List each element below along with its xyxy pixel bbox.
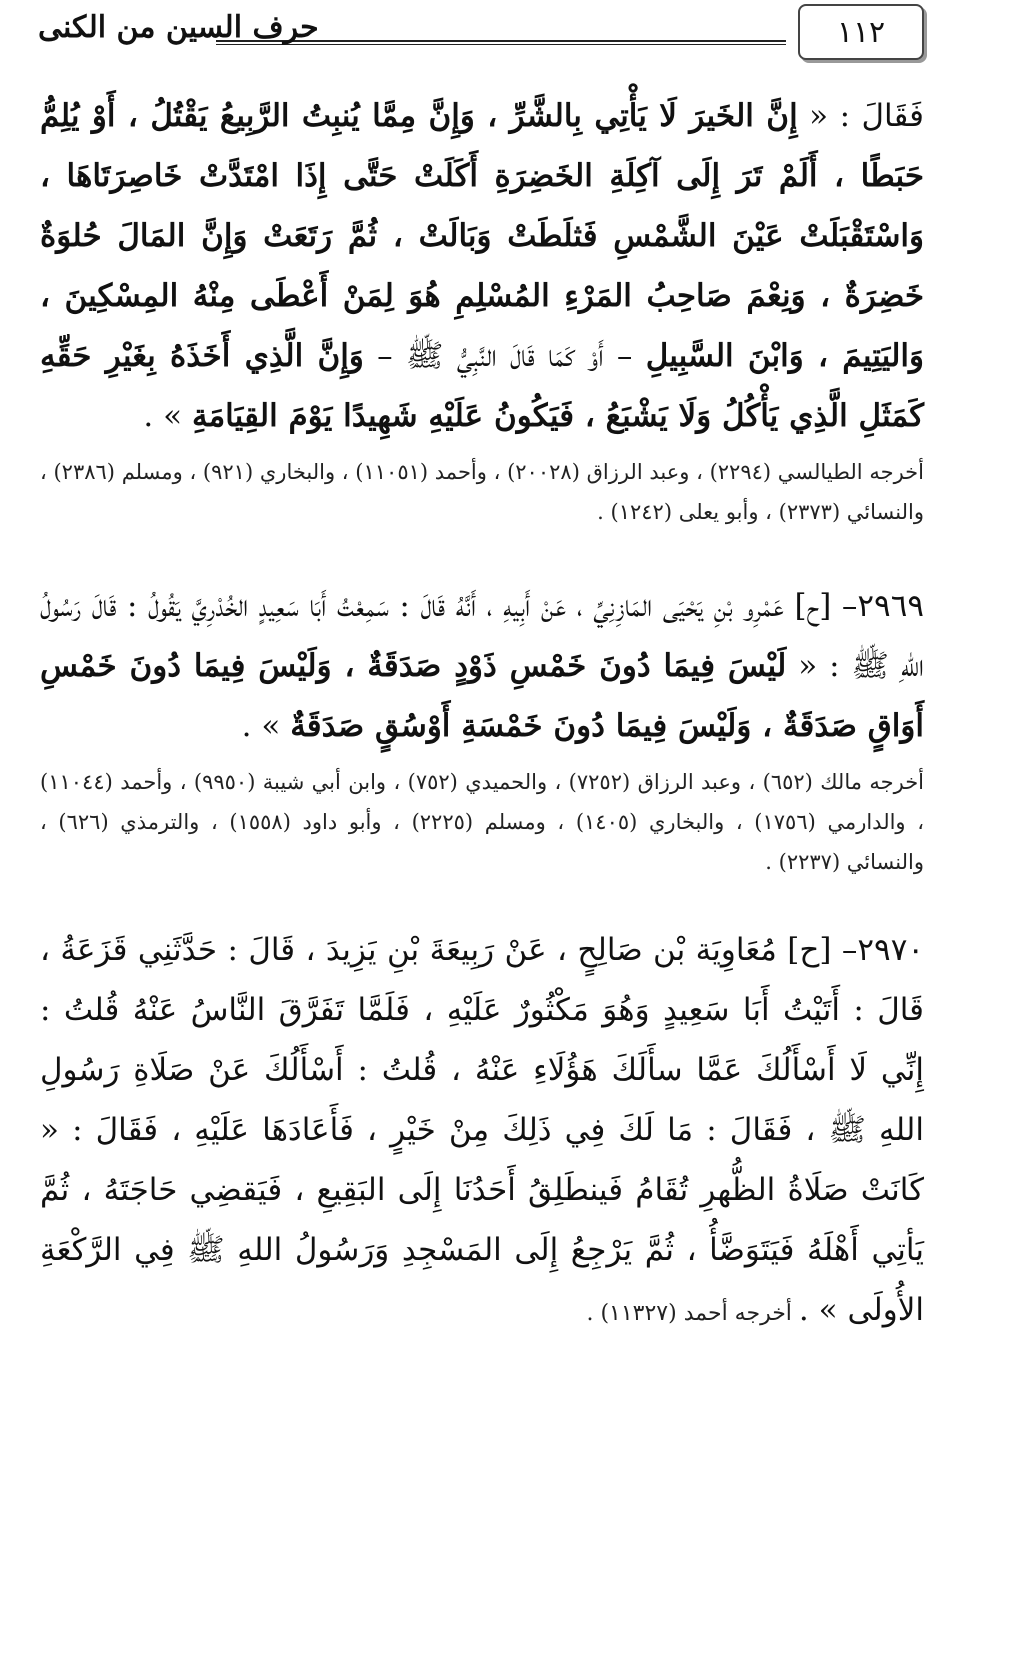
paragraph-end: » . [241,708,291,744]
hadith-text-continued: وَإِنَّ الَّذِي أَخَذَهُ بِغَيْرِ حَقِّهِ كَمَثَلِ الَّذِي يَأْكُلُ وَلَا يَشْبَعُ ، فَيَكُونُ عَلَيْهِ شَهِيدًا يَوْمَ القِيَامَةِ [40,338,924,434]
block-spacer [40,532,924,576]
paragraph-text: ٢٩٧٠– [ح] مُعَاوِيَة بْن صَالِحٍ ، عَنْ رَبِيعَةَ بْنِ يَزِيدَ ، قَالَ : حَدَّثَنِي قَزَعَةُ ، قَالَ : أَتَيْتُ أَبَا سَعِيدٍ وَهُوَ مَكْثُورٌ عَلَيْهِ ، فَلَمَّا تَفَرَّقَ النَّاسُ عَنْهُ قُلتُ : إِنِّي لَا أَسْأَلُكَ عَمَّا سأَلَكَ هَؤُلَاءِ عَنْهُ ، قُلتُ : أَسْأَلُكَ عَنْ صَلَاةِ رَسُولِ اللهِ ﷺ ، فَقَالَ : مَا لَكَ فِي ذَلِكَ مِنْ خَيْرٍ ، فَأَعَادَهَا عَلَيْهِ ، فَقَالَ : « كَانَتْ صَلَاةُ الظُّهرِ تُقَامُ فَينطَلِقُ أَحَدُنَا إِلَى البَقِيعِ ، فَيَقضِي حَاجَتَهُ ، ثُمَّ يَأتِي أَهْلَهُ فَيَتَوَضَّأُ ، ثُمَّ يَرْجِعُ إِلَى المَسْجِدِ وَرَسُولُ اللهِ ﷺ فِي الرَّكْعَةِ الأُولَى » . [40,932,924,1328]
takhrij-note-2970: أخرجه أحمد (١١٣٢٧) . [586,1301,799,1326]
hadith-paragraph-2970 [40,920,924,1340]
page-header [0,0,1010,62]
page-content [40,86,924,1340]
paragraph-intro: ٢٩٦٩– [ح] عَمْرِو بْنِ يَحْيَى المَازِنِيِّ ، عَنْ أَبِيهِ ، أَنَّهُ قَالَ : سَمِعْتُ أَبَا سَعِيدٍ الخُدْرِيَّ يَقُولُ : قَالَ رَسُولُ اللهِ ﷺ : « [40,588,924,684]
page-number: ١١٢ [798,4,924,60]
takhrij-note-1: أخرجه الطيالسي (٢٢٩٤) ، وعبد الرزاق (٢٠٠٢٨) ، وأحمد (١١٠٥١) ، والبخاري (٩٢١) ، ومسلم (٢٣٨٦) ، والنسائي (٢٣٧٣) ، وأبو يعلى (١٢٤٢) . [40,460,924,524]
narrator-aside: – أَوْ كَمَا قَالَ النَّبِيُّ ﷺ – [363,338,646,374]
takhrij-note-2969: أخرجه مالك (٦٥٢) ، وعبد الرزاق (٧٢٥٢) ، والحميدي (٧٥٢) ، وابن أبي شيبة (٩٩٥٠) ، وأحمد (١١٠٤٤) ، والدارمي (١٧٥٦) ، والبخاري (١٤٠٥) ، ومسلم (٢٢٢٥) ، وأبو داود (١٥٥٨) ، والترمذي (٦٢٦) ، والنسائي (٢٢٣٧) . [40,770,925,874]
hadith-text: إِنَّ الخَيرَ لَا يَأْتِي بِالشَّرِّ ، وَإِنَّ مِمَّا يُنبِتُ الرَّبِيعُ يَقْتُلُ ، أَوْ يُلِمُّ حَبَطًا ، أَلَمْ تَرَ إِلَى آكِلَةِ الخَضِرَةِ أَكَلَتْ حَتَّى إِذَا امْتَدَّتْ خَاصِرَتَاهَا ، وَاسْتَقْبَلَتْ عَيْنَ الشَّمْسِ فَثلَطَتْ وَبَالَتْ ، ثُمَّ رَتَعَتْ وَإِنَّ المَالَ حُلوَةٌ خَضِرَةٌ ، وَنِعْمَ صَاحِبُ المَرْءِ المُسْلِمِ هُوَ لِمَنْ أَعْطَى مِنْهُ المِسْكِينَ ، وَاليَتِيمَ ، وَابْنَ السَّبِيلِ [40,98,924,374]
hadith-text: لَيْسَ فِيمَا دُونَ خَمْسِ ذَوْدٍ صَدَقَةٌ ، وَلَيْسَ فِيمَا دُونَ خَمْسِ أَوَاقٍ صَدَقَةٌ ، وَلَيْسَ فِيمَا دُونَ خَمْسَةِ أَوْسُقٍ صَدَقَةٌ [40,648,924,744]
paragraph-intro: فَقَالَ : « [797,98,924,134]
running-title: حرف السين من الكنى [38,10,319,45]
paragraph-end: » . [143,398,192,434]
block-spacer [40,882,924,920]
hadith-paragraph-2969 [40,576,924,756]
hadith-paragraph-1 [40,86,924,446]
